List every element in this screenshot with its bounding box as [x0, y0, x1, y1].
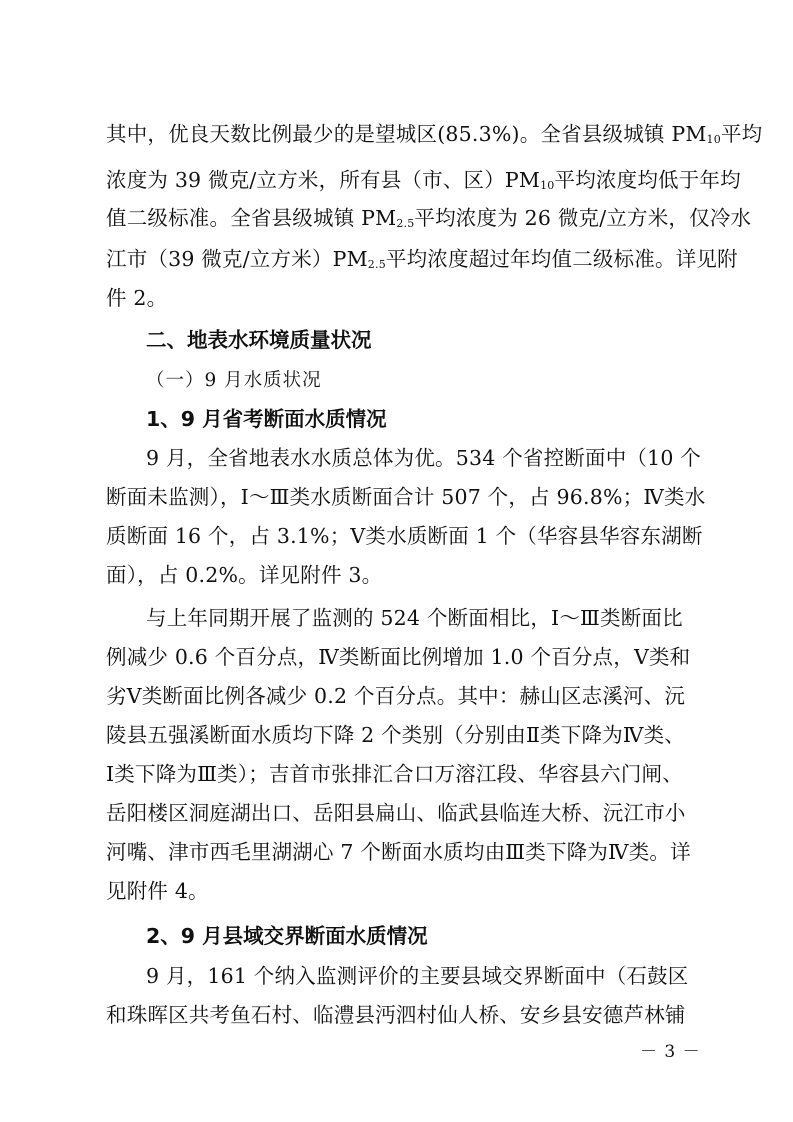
- text-run: 平均: [720, 122, 763, 146]
- item-heading: 1、9 月省考断面水质情况: [146, 407, 387, 431]
- text-run: 江市（39 微克/立方米）PM: [106, 247, 368, 271]
- subscript: 2.5: [396, 217, 415, 230]
- paragraph-line: 见附件 4。: [106, 879, 209, 903]
- paragraph-line: 劣Ⅴ类断面比例各减少 0.2 个百分点。其中：赫山区志溪河、沅: [106, 684, 686, 708]
- paragraph-line: 9 月，全省地表水水质总体为优。534 个省控断面中（10 个: [146, 446, 702, 470]
- subscript: 2.5: [367, 258, 386, 271]
- paragraph-line: 例减少 0.6 个百分点，Ⅳ类断面比例增加 1.0 个百分点，Ⅴ类和: [106, 645, 691, 669]
- paragraph-line: [106, 116, 763, 152]
- item-heading: 2、9 月县域交界断面水质情况: [146, 924, 428, 948]
- text-run: 其中，优良天数比例最少的是望城区(85.3%)。全省县级城镇 PM: [106, 122, 707, 146]
- paragraph-line: 件 2。: [106, 286, 168, 310]
- paragraph-line: 面），占 0.2%。详见附件 3。: [106, 563, 383, 587]
- subscript: 10: [706, 133, 721, 146]
- paragraph-line: 陵县五强溪断面水质均下降 2 个类别（分别由Ⅱ类下降为Ⅳ类、: [106, 723, 685, 747]
- subscript: 10: [540, 179, 555, 192]
- paragraph-line: [106, 162, 741, 198]
- subsection-heading: （一）9 月水质状况: [146, 370, 322, 391]
- paragraph-line: [106, 200, 752, 236]
- paragraph-line: 与上年同期开展了监测的 524 个断面相比，Ⅰ～Ⅲ类断面比: [146, 606, 683, 630]
- text-run: 值二级标准。全省县级城镇 PM: [106, 206, 397, 230]
- paragraph-line: 断面未监测），Ⅰ～Ⅲ类水质断面合计 507 个，占 96.8%；Ⅳ类水: [106, 485, 706, 509]
- paragraph-line: 和珠晖区共考鱼石村、临澧县沔泗村仙人桥、安乡县安德芦林铺: [106, 1003, 686, 1027]
- paragraph-line: 岳阳楼区洞庭湖出口、岳阳县扁山、临武县临连大桥、沅江市小: [106, 801, 686, 825]
- page-number: － 3 －: [640, 1042, 701, 1062]
- text-run: 浓度为 39 微克/立方米，所有县（市、区）PM: [106, 168, 541, 192]
- paragraph-line: Ⅰ类下降为Ⅲ类）；吉首市张排汇合口万溶江段、华容县六门闸、: [106, 762, 683, 786]
- paragraph-line: 河嘴、津市西毛里湖湖心 7 个断面水质均由Ⅲ类下降为Ⅳ类。详: [106, 840, 691, 864]
- text-run: 平均浓度均低于年均: [554, 168, 741, 192]
- paragraph-line: 质断面 16 个，占 3.1%；Ⅴ类水质断面 1 个（华容县华容东湖断: [106, 524, 703, 548]
- paragraph-line: [106, 241, 738, 277]
- paragraph-line: 9 月，161 个纳入监测评价的主要县域交界断面中（石鼓区: [146, 964, 689, 988]
- text-run: 平均浓度为 26 微克/立方米，仅冷水: [414, 206, 752, 230]
- section-heading: 二、地表水环境质量状况: [146, 328, 372, 352]
- text-run: 平均浓度超过年均值二级标准。详见附: [385, 247, 738, 271]
